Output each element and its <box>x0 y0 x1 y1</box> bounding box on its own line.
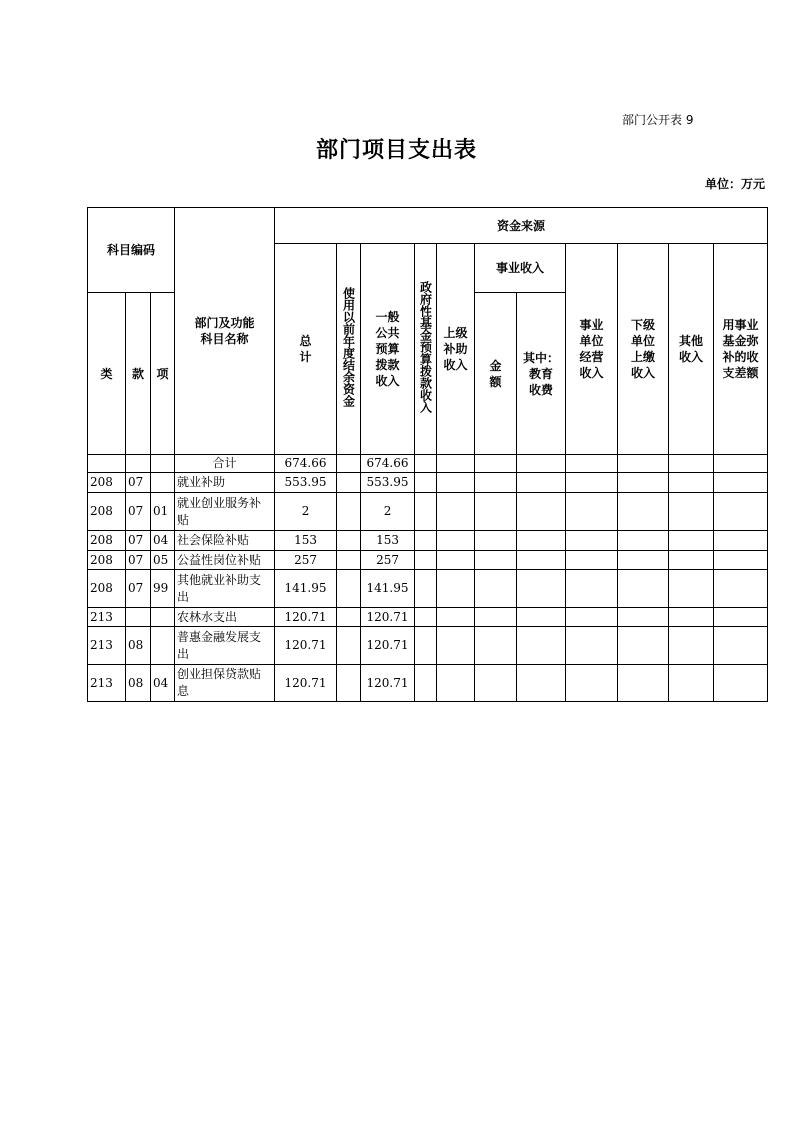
cell-empty <box>517 455 566 473</box>
cell-kuan: 07 <box>126 570 151 608</box>
cell-empty <box>415 570 437 608</box>
table-row <box>88 627 768 665</box>
cell-lei: 213 <box>88 627 126 665</box>
header-lei: 类 <box>88 293 126 455</box>
header-fund-source: 资金来源 <box>275 208 768 244</box>
cell-general: 120.71 <box>361 608 415 627</box>
cell-empty <box>714 551 768 570</box>
cell-empty <box>714 455 768 473</box>
page-title: 部门项目支出表 <box>315 138 477 163</box>
cell-general: 141.95 <box>361 570 415 608</box>
cell-empty <box>566 455 618 473</box>
cell-total: 553.95 <box>275 473 337 493</box>
cell-empty <box>517 570 566 608</box>
cell-empty <box>669 551 714 570</box>
cell-lei: 208 <box>88 531 126 551</box>
cell-empty <box>566 665 618 702</box>
cell-empty <box>415 531 437 551</box>
cell-kuan: 08 <box>126 627 151 665</box>
cell-total: 257 <box>275 551 337 570</box>
cell-xiang: 04 <box>151 665 175 702</box>
cell-empty <box>618 570 669 608</box>
cell-kuan: 07 <box>126 531 151 551</box>
cell-general: 553.95 <box>361 473 415 493</box>
cell-empty <box>618 665 669 702</box>
cell-empty <box>566 493 618 531</box>
cell-empty <box>475 473 517 493</box>
cell-empty <box>618 551 669 570</box>
cell-empty <box>337 608 361 627</box>
table-row <box>88 473 768 493</box>
cell-xiang <box>151 473 175 493</box>
cell-name: 创业担保贷款贴息 <box>175 665 275 702</box>
cell-empty <box>669 493 714 531</box>
cell-empty <box>437 665 475 702</box>
cell-empty <box>517 608 566 627</box>
cell-lei: 213 <box>88 608 126 627</box>
cell-xiang <box>151 608 175 627</box>
cell-empty <box>714 665 768 702</box>
cell-empty <box>415 627 437 665</box>
cell-empty <box>566 608 618 627</box>
cell-empty <box>618 531 669 551</box>
cell-empty <box>337 531 361 551</box>
cell-lei: 208 <box>88 570 126 608</box>
cell-empty <box>437 570 475 608</box>
cell-empty <box>618 608 669 627</box>
cell-total: 120.71 <box>275 608 337 627</box>
cell-empty <box>566 570 618 608</box>
cell-empty <box>714 627 768 665</box>
cell-kuan: 07 <box>126 493 151 531</box>
cell-total: 120.71 <box>275 627 337 665</box>
cell-empty <box>415 608 437 627</box>
cell-empty <box>437 493 475 531</box>
cell-empty <box>337 455 361 473</box>
cell-name: 合计 <box>175 455 275 473</box>
cell-name: 公益性岗位补贴 <box>175 551 275 570</box>
cell-empty <box>475 455 517 473</box>
header-gov-fund: 政府性基金预算拨款收入 <box>415 244 437 455</box>
header-subject-code: 科目编码 <box>88 208 175 293</box>
cell-empty <box>415 551 437 570</box>
cell-total: 153 <box>275 531 337 551</box>
cell-empty <box>437 608 475 627</box>
cell-empty <box>517 551 566 570</box>
cell-xiang <box>151 627 175 665</box>
cell-lei: 213 <box>88 665 126 702</box>
cell-empty <box>437 455 475 473</box>
cell-empty <box>669 473 714 493</box>
cell-name: 社会保险补贴 <box>175 531 275 551</box>
form-number: 部门公开表 9 <box>622 113 694 127</box>
cell-kuan: 07 <box>126 551 151 570</box>
cell-empty <box>566 531 618 551</box>
table-row <box>88 455 768 473</box>
header-business-income: 事业收入 <box>475 244 566 293</box>
cell-lei: 208 <box>88 493 126 531</box>
cell-kuan: 07 <box>126 473 151 493</box>
cell-empty <box>669 531 714 551</box>
cell-empty <box>669 627 714 665</box>
cell-empty <box>415 665 437 702</box>
header-kuan: 款 <box>126 293 151 455</box>
cell-empty <box>517 473 566 493</box>
table-row <box>88 493 768 531</box>
cell-empty <box>714 473 768 493</box>
cell-empty <box>337 665 361 702</box>
header-other-income: 其他 收入 <box>669 244 714 455</box>
cell-name: 农林水支出 <box>175 608 275 627</box>
cell-empty <box>337 493 361 531</box>
cell-empty <box>669 570 714 608</box>
cell-empty <box>714 493 768 531</box>
cell-lei <box>88 455 126 473</box>
cell-kuan <box>126 608 151 627</box>
cell-empty <box>415 493 437 531</box>
cell-name: 就业创业服务补贴 <box>175 493 275 531</box>
cell-lei: 208 <box>88 551 126 570</box>
header-fund-make-up: 用事业 基金弥 补的收 支差额 <box>714 244 768 455</box>
cell-empty <box>618 473 669 493</box>
cell-empty <box>669 665 714 702</box>
cell-name: 其他就业补助支出 <box>175 570 275 608</box>
cell-empty <box>475 627 517 665</box>
cell-empty <box>337 570 361 608</box>
table-row <box>88 570 768 608</box>
cell-empty <box>618 493 669 531</box>
unit-label: 单位：万元 <box>705 177 766 191</box>
cell-empty <box>475 608 517 627</box>
cell-empty <box>566 551 618 570</box>
cell-empty <box>475 570 517 608</box>
cell-general: 2 <box>361 493 415 531</box>
cell-name: 普惠金融发展支出 <box>175 627 275 665</box>
cell-empty <box>566 627 618 665</box>
cell-empty <box>517 493 566 531</box>
cell-empty <box>415 473 437 493</box>
cell-empty <box>437 531 475 551</box>
cell-empty <box>669 455 714 473</box>
cell-empty <box>669 608 714 627</box>
cell-general: 674.66 <box>361 455 415 473</box>
cell-xiang: 05 <box>151 551 175 570</box>
header-xiang: 项 <box>151 293 175 455</box>
cell-total: 141.95 <box>275 570 337 608</box>
header-operating-income: 事业 单位 经营 收入 <box>566 244 618 455</box>
cell-empty <box>714 531 768 551</box>
header-dept-name: 部门及功能 科目名称 <box>175 208 275 455</box>
cell-total: 674.66 <box>275 455 337 473</box>
cell-empty <box>618 627 669 665</box>
cell-total: 2 <box>275 493 337 531</box>
header-education-fee: 其中： 教育 收费 <box>517 293 566 455</box>
cell-empty <box>517 627 566 665</box>
table-row <box>88 665 768 702</box>
header-superior-subsidy: 上级 补助 收入 <box>437 244 475 455</box>
cell-empty <box>714 570 768 608</box>
cell-kuan <box>126 455 151 473</box>
table-row <box>88 531 768 551</box>
header-prior-year-balance: 使用以前年度结余资金 <box>337 244 361 455</box>
cell-kuan: 08 <box>126 665 151 702</box>
cell-empty <box>618 455 669 473</box>
cell-name: 就业补助 <box>175 473 275 493</box>
cell-general: 153 <box>361 531 415 551</box>
cell-xiang: 01 <box>151 493 175 531</box>
cell-xiang <box>151 455 175 473</box>
cell-empty <box>337 551 361 570</box>
cell-lei: 208 <box>88 473 126 493</box>
cell-xiang: 99 <box>151 570 175 608</box>
project-expenditure-table <box>87 207 768 702</box>
cell-empty <box>475 665 517 702</box>
header-general-budget: 一般 公共 预算 拨款 收入 <box>361 244 415 455</box>
cell-total: 120.71 <box>275 665 337 702</box>
cell-general: 120.71 <box>361 627 415 665</box>
cell-xiang: 04 <box>151 531 175 551</box>
cell-empty <box>337 627 361 665</box>
cell-empty <box>517 665 566 702</box>
cell-empty <box>337 473 361 493</box>
cell-empty <box>475 531 517 551</box>
cell-empty <box>714 608 768 627</box>
cell-general: 120.71 <box>361 665 415 702</box>
table-row <box>88 608 768 627</box>
header-subordinate-income: 下级 单位 上缴 收入 <box>618 244 669 455</box>
cell-empty <box>517 531 566 551</box>
table-row <box>88 551 768 570</box>
cell-empty <box>437 627 475 665</box>
cell-empty <box>437 473 475 493</box>
cell-empty <box>437 551 475 570</box>
cell-empty <box>475 493 517 531</box>
cell-empty <box>566 473 618 493</box>
header-amount: 金 额 <box>475 293 517 455</box>
cell-empty <box>415 455 437 473</box>
header-total: 总 计 <box>275 244 337 455</box>
cell-general: 257 <box>361 551 415 570</box>
cell-empty <box>475 551 517 570</box>
